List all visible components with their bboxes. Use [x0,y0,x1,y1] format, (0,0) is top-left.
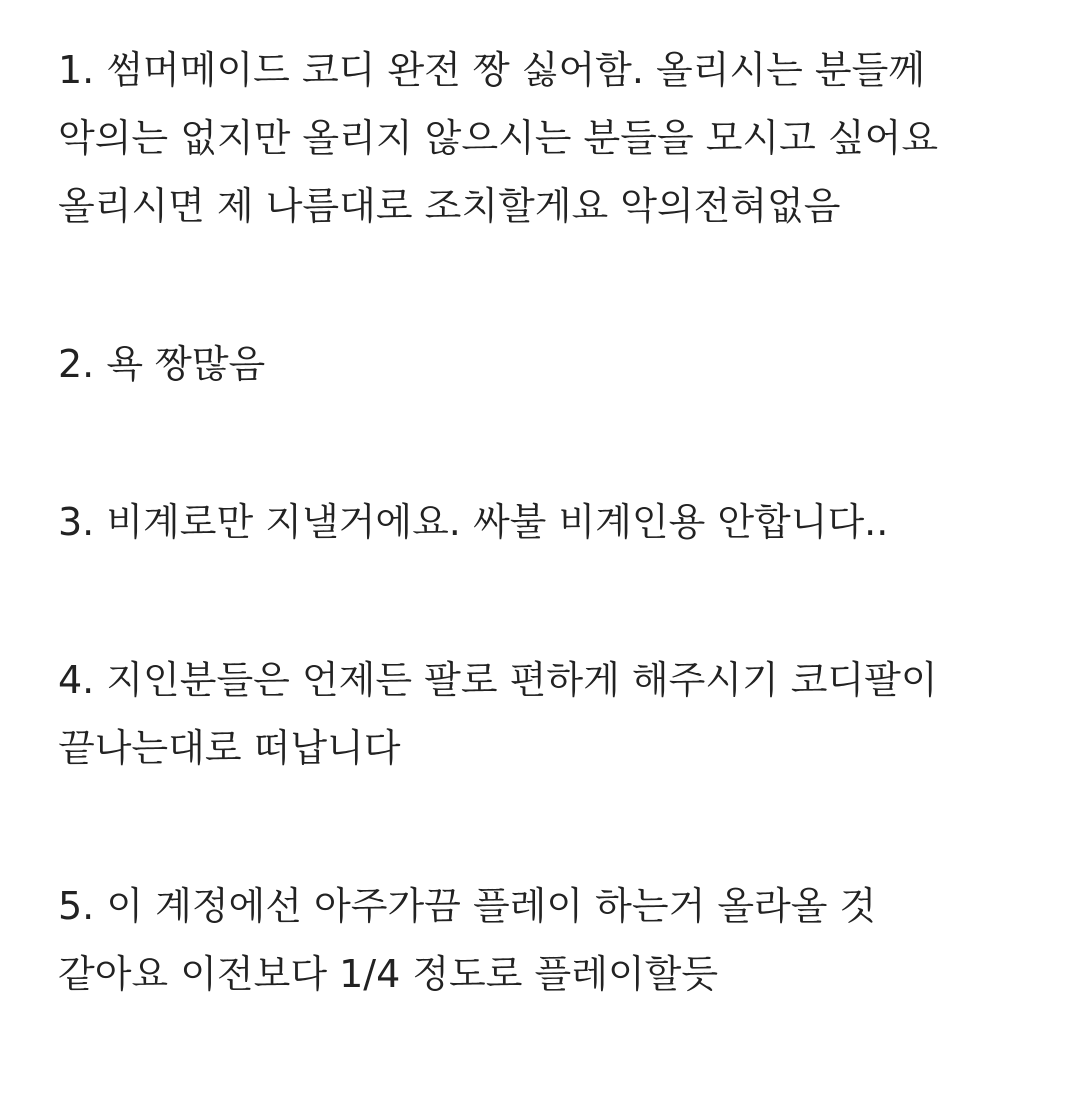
paragraph-gap [58,556,1058,646]
notes-document [58,36,1058,1008]
paragraph-gap [58,240,1058,330]
note-line: 올리시면 제 나름대로 조치할게요 악의전혀없음 [58,184,841,228]
paragraph-gap [58,398,1058,488]
note-item-1 [58,36,1058,240]
note-line: 1. 썸머메이드 코디 완전 짱 싫어함. 올리시는 분들께 [58,48,926,92]
note-item-5 [58,872,1058,1008]
note-item-3 [58,488,1058,556]
note-line: 끝나는대로 떠납니다 [58,726,401,770]
note-line: 4. 지인분들은 언제든 팔로 편하게 해주시기 코디팔이 [58,658,938,702]
note-item-2 [58,330,1058,398]
note-line: 5. 이 계정에선 아주가끔 플레이 하는거 올라올 것 [58,884,877,928]
note-item-4 [58,646,1058,782]
note-line: 악의는 없지만 올리지 않으시는 분들을 모시고 싶어요 [58,116,939,160]
paragraph-gap [58,782,1058,872]
note-line: 3. 비계로만 지낼거에요. 싸불 비계인용 안합니다.. [58,500,889,544]
note-line: 2. 욕 짱많음 [58,342,266,386]
note-line: 같아요 이전보다 1/4 정도로 플레이할듯 [58,952,719,996]
